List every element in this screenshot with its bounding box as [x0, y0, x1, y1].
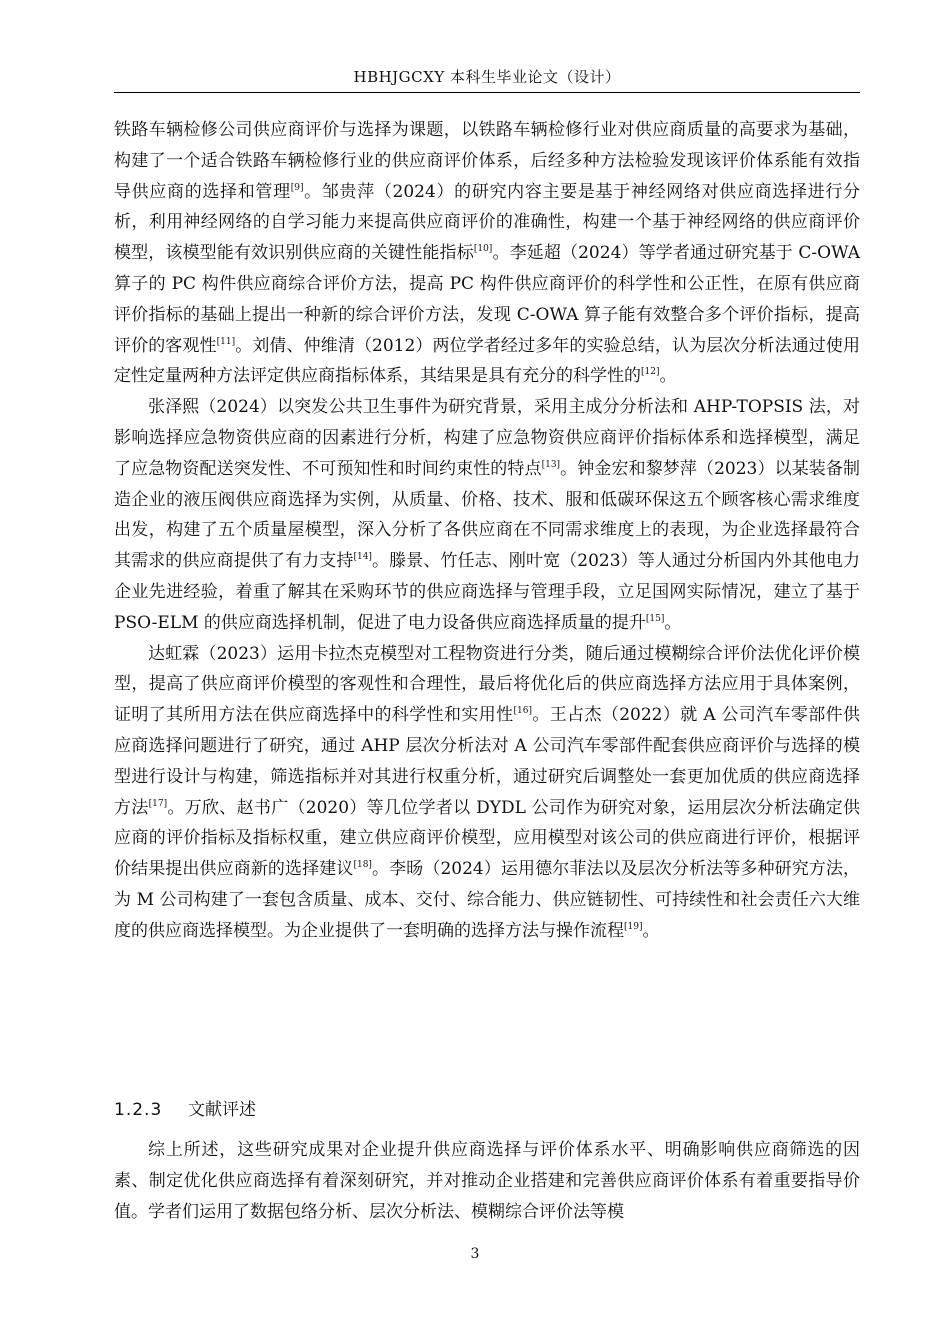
paragraph-2	[114, 392, 860, 638]
paragraph-text: 。	[659, 366, 677, 387]
citation-ref: [11]	[216, 336, 236, 347]
paragraph-3	[114, 639, 860, 947]
paragraph-text: 铁路车辆检修公司供应商评价与选择为课题，以铁路车辆检修行业对供应商质量的高要求为基础，构建了一个适合铁路车辆检修行业的供应商评价体系，后经多种方法检验发现该评价体系能有效指导供应商的选择和管理	[114, 120, 860, 202]
paragraph-text: 。王占杰（2022）就 A 公司汽车零部件供应商选择问题进行了研究，通过 AHP 层次分析法对 A 公司汽车零部件配套供应商评价与选择的模型进行设计与构建，筛选指标并对其进行权重分析，通过研究后调整处一套更加优质的供应商选择方法	[114, 705, 861, 818]
review-summary-body	[114, 1135, 860, 1227]
paragraph-text: 。邹贵萍（2024）的研究内容主要是基于神经网络对供应商选择进行分析，利用神经网络的自学习能力来提高供应商评价的准确性，构建一个基于神经网络的供应商评价模型，该模型能有效识别供应商的关键性能指标	[114, 181, 861, 264]
citation-ref: [9]	[290, 182, 304, 193]
paragraph-review: 综上所述，这些研究成果对企业提升供应商选择与评价体系水平、明确影响供应商筛选的因素、制定优化供应商选择有着深刻研究，并对推动企业搭建和完善供应商评价体系有着重要指导价值。学者们运用了数据包络分析、层次分析法、模糊综合评价法等模	[114, 1140, 860, 1222]
page-header: HBHJGCXY 本科生毕业论文（设计）	[114, 62, 860, 93]
citation-ref: [16]	[513, 706, 532, 717]
literature-review-body	[114, 115, 860, 947]
page-number: 3	[470, 1246, 480, 1262]
citation-ref: [10]	[473, 244, 493, 255]
citation-ref: [15]	[645, 613, 665, 624]
citation-ref: [12]	[641, 367, 660, 378]
paragraph-text: 。	[642, 920, 660, 941]
paragraph-text: 。	[664, 612, 682, 633]
paragraph-text: 。钟金宏和黎梦萍（2023）以某装备制造企业的液压阀供应商选择为实例，从质量、价格、技术、服和低碳环保这五个顾客核心需求维度出发，构建了五个质量屋模型，深入分析了各供应商在不同需求维度上的表现，为企业选择最符合其需求的供应商提供了有力支持	[114, 458, 860, 572]
paragraph-text: 。刘倩、仲维清（2012）两位学者经过多年的实验总结，认为层次分析法通过使用定性定量两种方法评定供应商指标体系，其结果是具有充分的科学性的	[114, 335, 860, 387]
section-number: 1.2.3	[114, 1100, 163, 1120]
citation-ref: [18]	[353, 860, 372, 871]
paragraph-text: 张泽熙（2024）以突发公共卫生事件为研究背景，采用主成分分析法和 AHP-TOPSIS 法，对影响选择应急物资供应商的因素进行分析，构建了应急物资供应商评价指标体系和选择模型，满足了应急物资配送突发性、不可预知性和时间约束性的特点	[114, 397, 860, 479]
citation-ref: [17]	[148, 798, 168, 809]
paragraph-text: 。万欣、赵书广（2020）等几位学者以 DYDL 公司作为研究对象，运用层次分析法确定供应商的评价指标及指标权重，建立供应商评价模型，应用模型对该公司的供应商进行评价，根据评价结果提出供应商新的选择建议	[114, 797, 861, 880]
paragraph-text: 达虹霖（2023）运用卡拉杰克模型对工程物资进行分类，随后通过模糊综合评价法优化评价模型，提高了供应商评价模型的客观性和合理性，最后将优化后的供应商选择方法应用于具体案例，证明了其所用方法在供应商选择中的科学性和实用性	[114, 643, 860, 726]
paragraph-1	[114, 115, 860, 392]
citation-ref: [14]	[353, 552, 372, 563]
section-title: 文献评述	[188, 1100, 256, 1120]
section-heading	[114, 1097, 256, 1123]
paragraph-text: 。滕景、竹任志、刚叶宽（2023）等人通过分析国内外其他电力企业先进经验，着重了解其在采购环节的供应商选择与管理手段，立足国网实际情况，建立了基于 PSO-ELM 的供应商选择机制，促进了电力设备供应商选择质量的提升	[114, 551, 860, 633]
paragraph-text: 。李旸（2024）运用德尔菲法以及层次分析法等多种研究方法，为 M 公司构建了一套包含质量、成本、交付、综合能力、供应链韧性、可持续性和社会责任六大维度的供应商选择模型。为企业提供了一套明确的选择方法与操作流程	[114, 859, 860, 941]
citation-ref: [13]	[541, 459, 561, 470]
citation-ref: [19]	[624, 921, 643, 932]
paragraph-text: 。李延超（2024）等学者通过研究基于 C-OWA 算子的 PC 构件供应商综合评价方法，提高 PC 构件供应商评价的科学性和公正性，在原有供应商评价指标的基础上提出一种新的综合评价方法，发现 C-OWA 算子能有效整合多个评价指标，提高评价的客观性	[114, 243, 860, 356]
